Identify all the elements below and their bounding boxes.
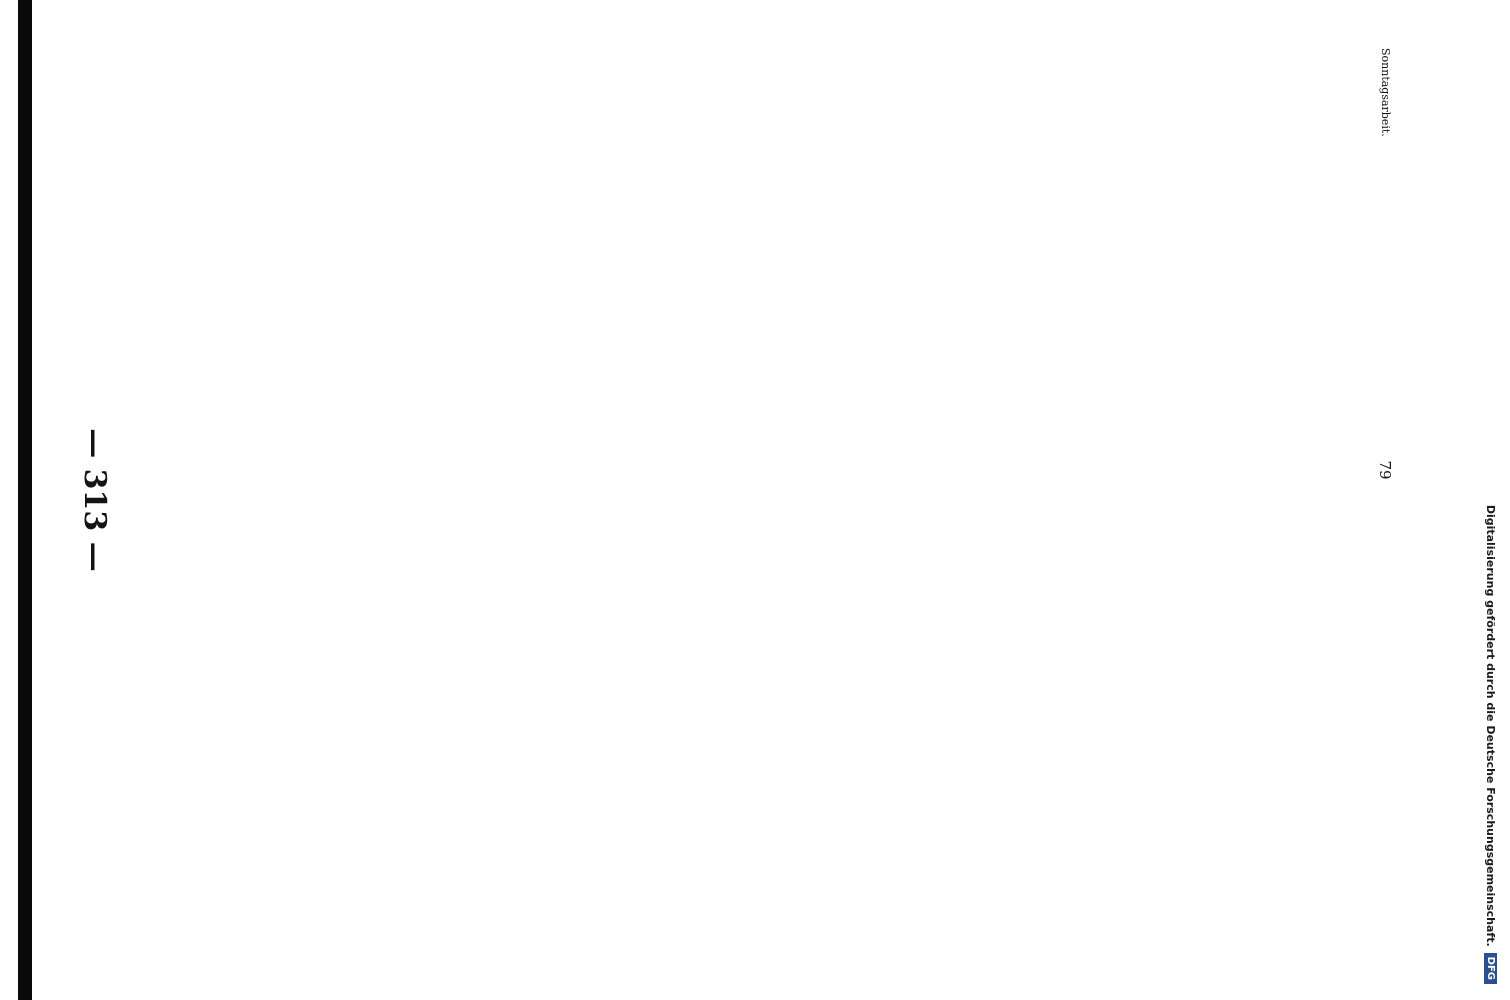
dfg-funding-notice (1480, 14, 1502, 984)
dfg-notice-text: Digitalisierung gefördert durch die Deutsche Forschungsgemeinschaft. (1484, 504, 1498, 947)
page-mark: 79 (1376, 460, 1394, 480)
signature-mark: Sonntagsarbeit. (1379, 48, 1392, 137)
scan-edge (18, 0, 32, 1000)
page-number: — 313 — (77, 428, 112, 572)
dfg-logo: DFG (1485, 953, 1498, 984)
